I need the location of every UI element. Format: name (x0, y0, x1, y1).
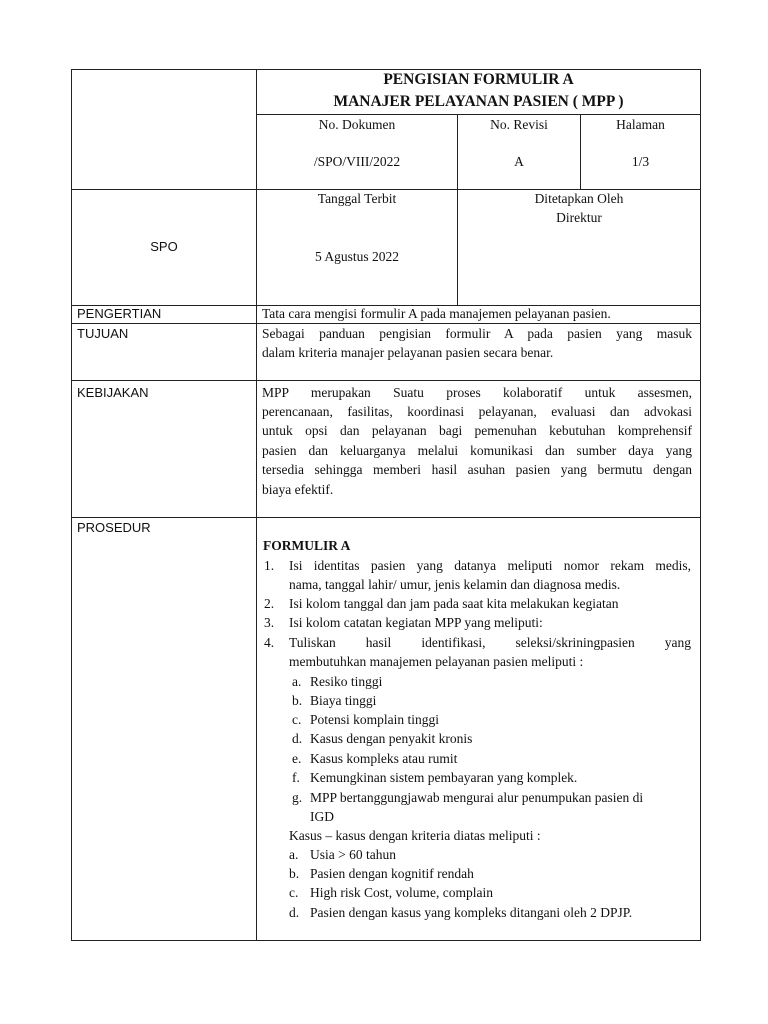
table-border-bottom (71, 940, 701, 941)
prosedur-heading: FORMULIR A (263, 538, 351, 553)
step-text-line: Isi kolom catatan kegiatan MPP yang meliputi: (289, 615, 543, 630)
case-text: Pasien dengan kognitif rendah (310, 866, 474, 881)
criteria-text: MPP bertanggungjawab mengurai alur penumpukan pasien di (310, 790, 644, 805)
doc-no-label: No. Dokumen (318, 117, 396, 132)
page-value: 1/3 (631, 154, 650, 169)
cases-intro: Kasus – kasus dengan kriteria diatas meliputi : (289, 828, 541, 843)
issue-date-label: Tanggal Terbit (317, 191, 397, 206)
criteria-letter: e. (292, 751, 302, 766)
criteria-letter: a. (292, 674, 302, 689)
step-text-line: Isi kolom tanggal dan jam pada saat kita melakukan kegiatan (289, 596, 619, 611)
tujuan-text-line: Sebagai panduan pengisian formulir A pada pasien yang masuk (262, 326, 692, 341)
criteria-text: Kasus dengan penyakit kronis (310, 731, 473, 746)
kebijakan-text-line: tersedia sehingga memberi hasil asuhan pasien yang bermutu dengan (262, 462, 692, 477)
tujuan-text-line: dalam kriteria manajer pelayanan pasien secara benar. (262, 345, 554, 360)
spo-label: SPO (150, 239, 178, 254)
document-title-line1: PENGISIAN FORMULIR A (383, 71, 574, 88)
criteria-text: Biaya tinggi (310, 693, 377, 708)
criteria-text: Kasus kompleks atau rumit (310, 751, 458, 766)
tujuan-label: TUJUAN (77, 326, 129, 341)
table-row-divider (71, 380, 701, 381)
criteria-text: Potensi komplain tinggi (310, 712, 440, 727)
doc-no-value: /SPO/VIII/2022 (313, 154, 401, 169)
criteria-letter: f. (292, 770, 300, 785)
step-number: 3. (264, 615, 275, 630)
step-number: 4. (264, 635, 275, 650)
criteria-letter: c. (292, 712, 302, 727)
kebijakan-label: KEBIJAKAN (77, 385, 149, 400)
table-row-divider (71, 517, 701, 518)
prosedur-label: PROSEDUR (77, 520, 151, 535)
document-title-line2: MANAJER PELAYANAN PASIEN ( MPP ) (333, 93, 624, 110)
criteria-letter: g. (292, 790, 303, 805)
pengertian-text: Tata cara mengisi formulir A pada manajemen pelayanan pasien. (262, 306, 611, 321)
case-letter: b. (289, 866, 300, 881)
step-text-line: membutuhkan manajemen pelayanan pasien meliputi : (289, 654, 584, 669)
table-border-right (700, 69, 701, 941)
revision-value: A (514, 154, 524, 169)
table-border-left (71, 69, 72, 941)
kebijakan-text-line: untuk opsi dan pelayanan bagi pemenuhan kebutuhan komprehensif (262, 423, 692, 438)
case-text: Usia > 60 tahun (310, 847, 396, 862)
revision-label: No. Revisi (490, 117, 548, 132)
criteria-text: IGD (310, 809, 334, 824)
step-number: 1. (264, 558, 275, 573)
approved-by-value: Direktur (556, 210, 602, 225)
case-letter: d. (289, 905, 300, 920)
pengertian-label: PENGERTIAN (77, 306, 162, 321)
criteria-text: Kemungkinan sistem pembayaran yang komplek. (310, 770, 578, 785)
case-letter: c. (289, 885, 299, 900)
criteria-text: Resiko tinggi (310, 674, 383, 689)
kebijakan-text-line: perencanaan, fasilitas, koordinasi pelayanan, evaluasi dan advokasi (262, 404, 692, 419)
criteria-letter: d. (292, 731, 303, 746)
case-letter: a. (289, 847, 299, 862)
issue-date-value: 5 Agustus 2022 (314, 249, 399, 264)
criteria-letter: b. (292, 693, 303, 708)
case-text: High risk Cost, volume, complain (310, 885, 493, 900)
kebijakan-text-line: biaya efektif. (262, 482, 334, 497)
step-text-line: Isi identitas pasien yang datanya meliputi nomor rekam medis, (289, 558, 691, 573)
step-text-line: nama, tanggal lahir/ umur, jenis kelamin dan diagnosa medis. (289, 577, 621, 592)
case-text: Pasien dengan kasus yang kompleks ditangani oleh 2 DPJP. (310, 905, 633, 920)
kebijakan-text-line: pasien dan keluarganya melalui komunikasi dan sumber daya yang (262, 443, 692, 458)
kebijakan-text-line: MPP merupakan Suatu proses kolaboratif untuk assesmen, (262, 385, 692, 400)
approved-by-label: Ditetapkan Oleh (534, 191, 624, 206)
step-text-line: Tuliskan hasil identifikasi, seleksi/skriningpasien yang (289, 635, 691, 650)
page-label: Halaman (616, 117, 665, 132)
step-number: 2. (264, 596, 275, 611)
